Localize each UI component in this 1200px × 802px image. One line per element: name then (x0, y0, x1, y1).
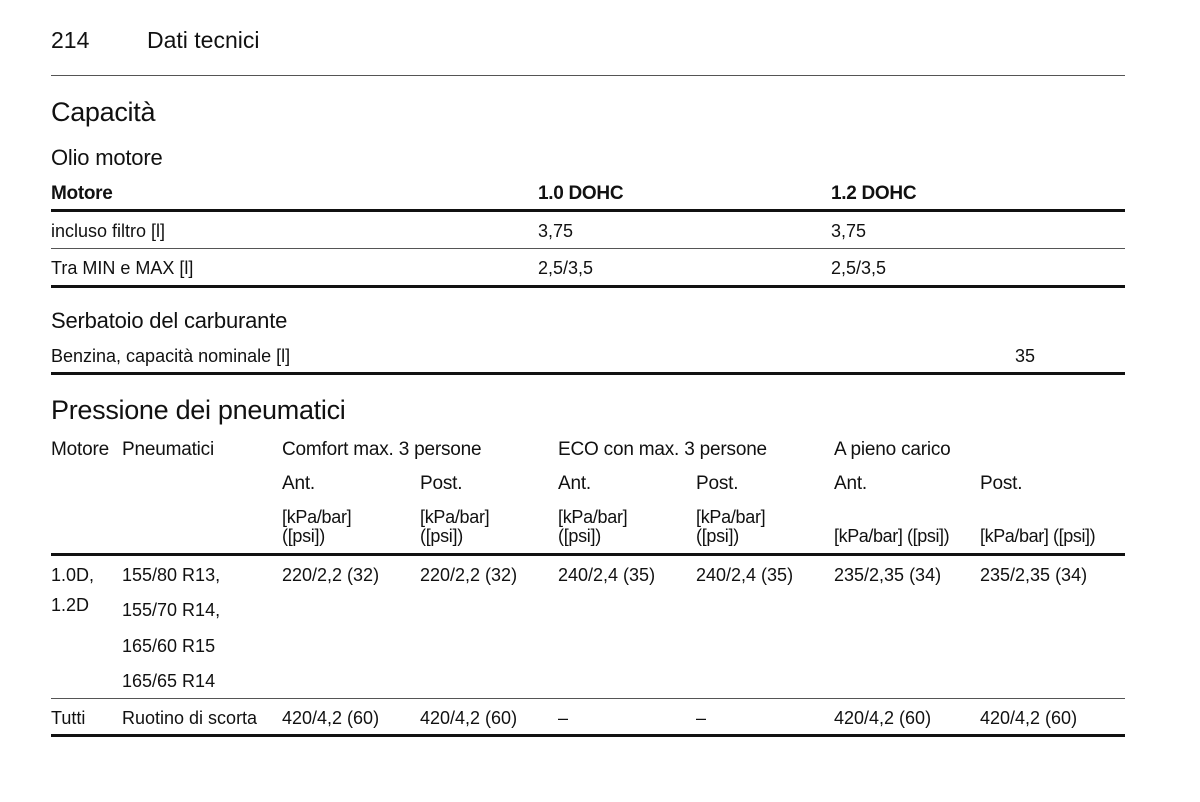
tyre-header-pneumatici: Pneumatici (122, 439, 214, 460)
fuel-row-value: 35 (1015, 346, 1036, 366)
subsection-title-fuel: Serbatoio del carburante (51, 308, 288, 333)
oil-row-divider (51, 248, 1125, 249)
tyre-pressure-value: 220/2,2 (32) (282, 565, 380, 585)
tyre-pressure-value: 220/2,2 (32) (420, 565, 518, 585)
tyre-pressure-value: 240/2,4 (35) (558, 565, 656, 585)
page-number: 214 (51, 27, 90, 53)
tyre-pressure-value: 235/2,35 (34) (834, 565, 942, 585)
fuel-table-bottom-rule (51, 372, 1125, 375)
chapter-title: Dati tecnici (147, 27, 260, 53)
fuel-row-label: Benzina, capacità nominale [l] (51, 346, 291, 366)
oil-header-10dohc: 1.0 DOHC (538, 183, 624, 204)
subsection-title-oil: Olio motore (51, 145, 163, 170)
tyre-header-unit: [kPa/bar] ([psi]) (834, 526, 950, 546)
tyre-header-full-load: A pieno carico (834, 439, 951, 460)
tyre-size: 165/65 R14 (122, 671, 216, 691)
tyre-row-engine: Tutti (51, 708, 86, 728)
tyre-row-engine: 1.2D (51, 595, 90, 615)
section-title-tyre-pressure: Pressione dei pneumatici (51, 395, 346, 425)
tyre-pressure-value: – (558, 708, 569, 728)
tyre-pressure-value: 420/4,2 (60) (282, 708, 380, 728)
oil-row-value: 3,75 (538, 221, 574, 241)
tyre-size: 165/60 R15 (122, 636, 216, 656)
oil-header-12dohc: 1.2 DOHC (831, 183, 917, 204)
tyre-header-rear: Post. (420, 473, 463, 494)
tyre-header-unit: [kPa/bar] ([psi]) (282, 507, 352, 546)
header-rule (51, 75, 1125, 76)
tyre-pressure-value: 235/2,35 (34) (980, 565, 1088, 585)
tyre-row-engine: 1.0D, (51, 565, 95, 585)
tyre-header-rear: Post. (696, 473, 739, 494)
tyre-size: 155/80 R13, (122, 565, 221, 585)
tyre-pressure-value: 420/4,2 (60) (420, 708, 518, 728)
tyre-header-unit: [kPa/bar] ([psi]) (980, 526, 1096, 546)
oil-table-bottom-rule (51, 285, 1125, 288)
oil-row-label: incluso filtro [l] (51, 221, 166, 241)
tyre-pressure-value: 240/2,4 (35) (696, 565, 794, 585)
tyre-size: Ruotino di scorta (122, 708, 258, 728)
tyre-header-rear: Post. (980, 473, 1023, 494)
oil-row-label: Tra MIN e MAX [l] (51, 258, 194, 278)
tyre-row-divider (51, 698, 1125, 699)
tyre-table-bottom-rule (51, 734, 1125, 737)
tyre-pressure-value: 420/4,2 (60) (834, 708, 932, 728)
oil-row-value: 2,5/3,5 (831, 258, 887, 278)
tyre-header-unit: [kPa/bar] ([psi]) (420, 507, 490, 546)
tyre-size: 155/70 R14, (122, 600, 221, 620)
tyre-header-unit: [kPa/bar] ([psi]) (558, 507, 628, 546)
oil-row-value: 3,75 (831, 221, 867, 241)
oil-row-value: 2,5/3,5 (538, 258, 594, 278)
tyre-header-rule (51, 553, 1125, 556)
tyre-header-eco: ECO con max. 3 persone (558, 439, 767, 460)
tyre-pressure-value: 420/4,2 (60) (980, 708, 1078, 728)
tyre-header-front: Ant. (282, 473, 315, 494)
oil-header-rule (51, 209, 1125, 212)
tyre-header-unit: [kPa/bar] ([psi]) (696, 507, 766, 546)
tyre-pressure-value: – (696, 708, 707, 728)
tyre-header-motore: Motore (51, 439, 109, 460)
tyre-header-comfort: Comfort max. 3 persone (282, 439, 482, 460)
section-title-capacity: Capacità (51, 97, 156, 127)
tyre-header-front: Ant. (558, 473, 591, 494)
tyre-header-front: Ant. (834, 473, 867, 494)
oil-header-motore: Motore (51, 183, 113, 204)
